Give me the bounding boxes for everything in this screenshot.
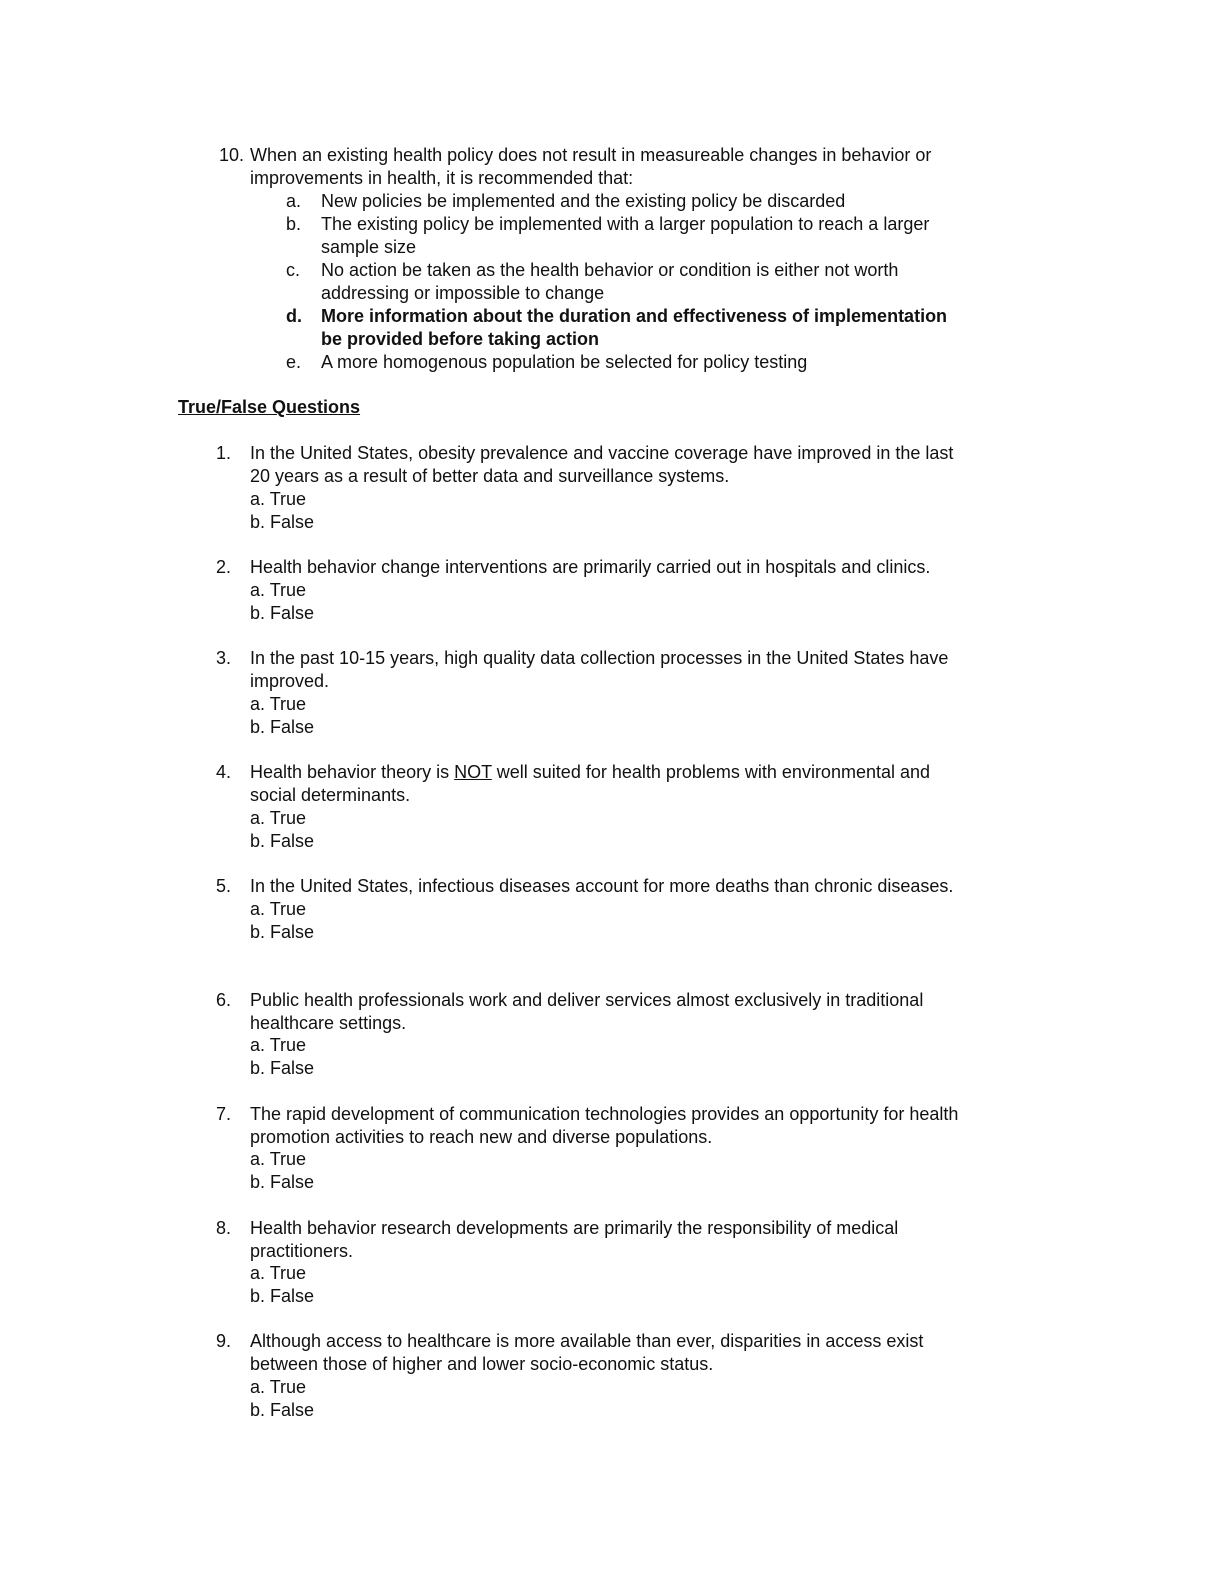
question-stem: The rapid development of communication technologies provides an opportunity for health [250,1104,959,1124]
emphasis-not: NOT [454,762,492,782]
option-false: b. False [250,603,315,623]
question-stem [250,761,930,784]
question-stem: In the United States, infectious diseases account for more deaths than chronic diseases. [250,876,954,896]
question-stem: practitioners. [250,1241,354,1261]
option-letter: e. [286,352,302,372]
option-true: a. True [250,580,307,600]
option-true: a. True [250,808,307,828]
question-stem: Although access to healthcare is more available than ever, disparities in access exist [250,1331,924,1351]
option-false: b. False [250,1058,315,1078]
option-true: a. True [250,899,307,919]
option-text: The existing policy be implemented with a larger population to reach a larger [321,214,930,234]
question-stem: 20 years as a result of better data and surveillance systems. [250,466,730,486]
answer-option-text: be provided before taking action [321,329,600,349]
question-number: 2. [215,557,231,577]
question-stem: In the past 10-15 years, high quality data collection processes in the United States have [250,648,949,668]
option-letter: a. [286,191,302,211]
question-number: 4. [215,762,231,782]
option-false: b. False [250,831,315,851]
option-true: a. True [250,1149,307,1169]
question-stem: promotion activities to reach new and diverse populations. [250,1127,713,1147]
option-false: b. False [250,512,315,532]
option-true: a. True [250,489,307,509]
option-text: addressing or impossible to change [321,283,605,303]
question-number: 8. [215,1218,231,1238]
question-stem: Health behavior change interventions are primarily carried out in hospitals and clinics. [250,557,931,577]
option-true: a. True [250,694,307,714]
option-false: b. False [250,1172,315,1192]
question-stem: between those of higher and lower socio-economic status. [250,1354,714,1374]
answer-option-text: More information about the duration and effectiveness of implementation [321,306,948,326]
question-number: 5. [215,876,231,896]
question-number: 3. [215,648,231,668]
answer-option-letter: d. [286,306,302,326]
question-number: 1. [215,443,231,463]
question-stem: social determinants. [250,785,411,805]
question-stem: When an existing health policy does not result in measureable changes in behavior or [250,145,932,165]
question-stem: Public health professionals work and deliver services almost exclusively in traditional [250,990,924,1010]
option-false: b. False [250,922,315,942]
question-stem: improved. [250,671,330,691]
option-letter: c. [286,260,301,280]
option-text: A more homogenous population be selected for policy testing [321,352,808,372]
option-true: a. True [250,1263,307,1283]
option-true: a. True [250,1377,307,1397]
option-letter: b. [286,214,302,234]
question-stem-text: Health behavior theory is [250,762,455,782]
option-false: b. False [250,717,315,737]
section-heading: True/False Questions [178,397,361,417]
question-number: 6. [215,990,231,1010]
option-true: a. True [250,1035,307,1055]
option-false: b. False [250,1286,315,1306]
question-number: 7. [215,1104,231,1124]
option-false: b. False [250,1400,315,1420]
option-text: No action be taken as the health behavior or condition is either not worth [321,260,899,280]
question-stem: In the United States, obesity prevalence and vaccine coverage have improved in the last [250,443,954,463]
question-stem: Health behavior research developments are primarily the responsibility of medical [250,1218,899,1238]
question-number: 9. [215,1331,231,1351]
question-stem: improvements in health, it is recommended that: [250,168,634,188]
option-text: sample size [321,237,417,257]
question-number: 10. [218,145,244,165]
question-stem: healthcare settings. [250,1013,407,1033]
option-text: New policies be implemented and the existing policy be discarded [321,191,846,211]
question-stem-text: well suited for health problems with environmental and [491,762,931,782]
